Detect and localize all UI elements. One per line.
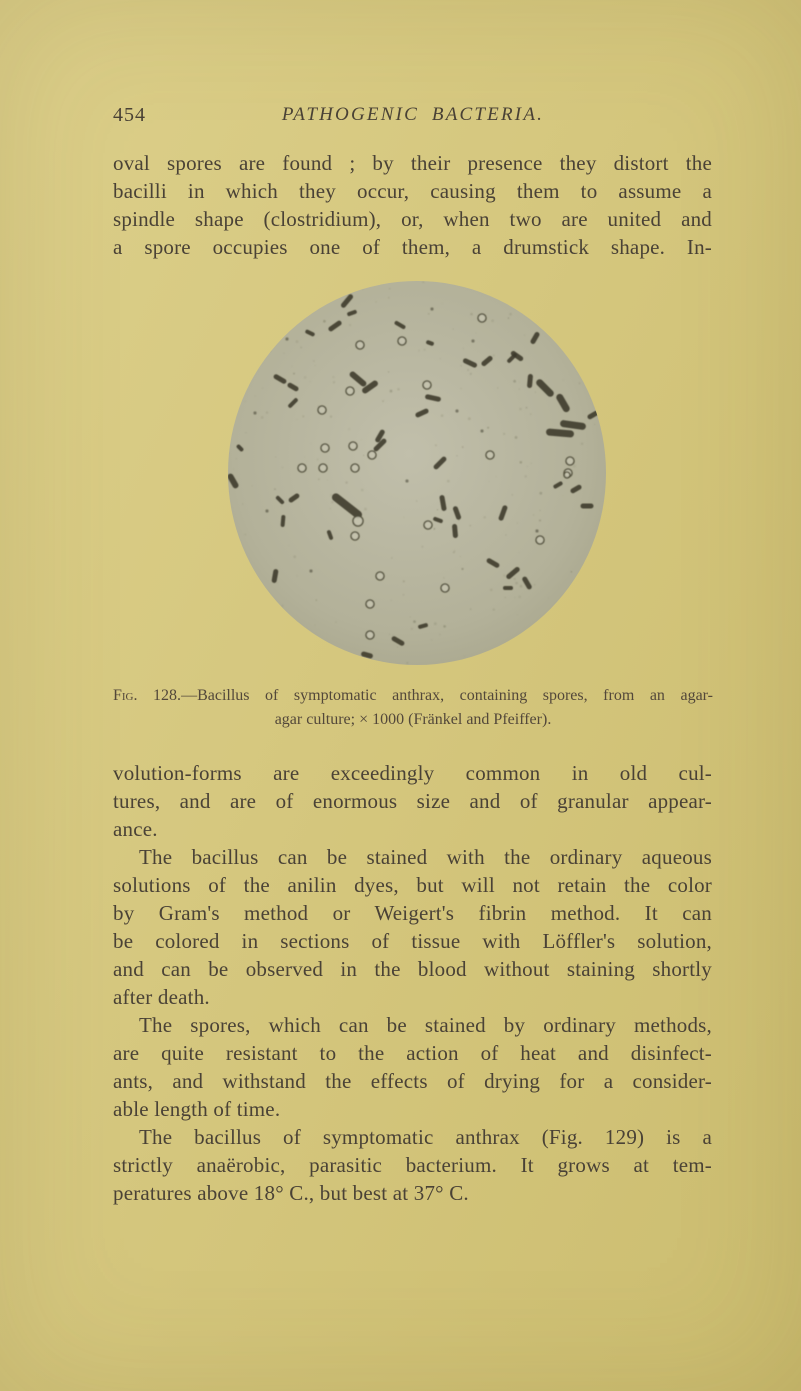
text-line: peratures above 18° C., but best at 37° C. bbox=[113, 1181, 469, 1205]
spore-ring bbox=[351, 532, 359, 540]
grain-speck bbox=[277, 305, 278, 306]
grain-speck bbox=[237, 573, 240, 576]
grain-speck bbox=[456, 455, 457, 456]
text-line: oval spores are found ; by their presence they distort the bbox=[113, 151, 712, 175]
caption-fig-label: Fig. 128. bbox=[113, 687, 182, 704]
grain-speck bbox=[523, 304, 526, 307]
text-line: solutions of the anilin dyes, but will not retain the color bbox=[113, 873, 712, 897]
grain-speck bbox=[275, 457, 276, 458]
grain-speck bbox=[497, 387, 499, 389]
text-line: ance. bbox=[113, 817, 158, 841]
grain-speck bbox=[327, 480, 328, 481]
grain-speck bbox=[382, 282, 383, 283]
text-line: able length of time. bbox=[113, 1097, 281, 1121]
grain-speck bbox=[345, 481, 348, 484]
grain-speck bbox=[493, 354, 496, 357]
grain-speck bbox=[539, 519, 541, 521]
grain-speck bbox=[390, 390, 393, 393]
grain-speck bbox=[364, 508, 367, 511]
grain-speck bbox=[388, 371, 389, 372]
grain-speck bbox=[470, 313, 473, 316]
grain-speck bbox=[548, 597, 549, 598]
spore-ring bbox=[441, 584, 449, 592]
grain-speck bbox=[335, 621, 337, 623]
grain-speck bbox=[281, 467, 283, 469]
grain-speck bbox=[524, 475, 527, 478]
grain-speck bbox=[571, 571, 573, 573]
text-line: be colored in sections of tissue with Löffler's solution, bbox=[113, 929, 712, 953]
grain-speck bbox=[330, 415, 333, 418]
grain-speck bbox=[317, 459, 319, 461]
grain-speck bbox=[247, 384, 249, 386]
grain-speck bbox=[406, 662, 408, 664]
grain-speck bbox=[418, 351, 419, 352]
spore-ring bbox=[366, 631, 374, 639]
grain-speck bbox=[516, 522, 518, 524]
grain-speck bbox=[462, 446, 464, 448]
grain-speck bbox=[281, 505, 283, 507]
grain-speck bbox=[434, 622, 437, 625]
grain-speck bbox=[581, 442, 584, 445]
grain-speck bbox=[389, 288, 391, 290]
debris-dot bbox=[480, 429, 483, 432]
grain-speck bbox=[245, 401, 247, 403]
grain-speck bbox=[464, 656, 465, 657]
spore-ring bbox=[298, 464, 306, 472]
grain-speck bbox=[534, 584, 536, 586]
grain-speck bbox=[470, 373, 472, 375]
grain-speck bbox=[263, 634, 264, 635]
grain-speck bbox=[468, 417, 471, 420]
grain-speck bbox=[435, 444, 437, 446]
debris-dot bbox=[535, 529, 538, 532]
bacillus-rod bbox=[503, 586, 513, 590]
grain-speck bbox=[397, 647, 398, 648]
grain-speck bbox=[261, 416, 264, 419]
grain-speck bbox=[509, 313, 512, 316]
grain-speck bbox=[503, 574, 506, 577]
caption-line-1-text: —Bacillus of symptomatic anthrax, containing spores, from an agar- bbox=[181, 687, 713, 704]
micrograph-svg bbox=[227, 281, 607, 666]
grain-speck bbox=[526, 407, 528, 409]
grain-speck bbox=[228, 579, 230, 581]
grain-speck bbox=[519, 408, 522, 411]
grain-speck bbox=[388, 297, 389, 298]
grain-speck bbox=[460, 556, 461, 557]
spore-ring bbox=[353, 516, 363, 526]
grain-speck bbox=[508, 317, 510, 319]
spore-ring bbox=[368, 451, 376, 459]
grain-speck bbox=[419, 350, 420, 351]
grain-speck bbox=[318, 478, 320, 480]
grain-speck bbox=[592, 590, 593, 591]
grain-speck bbox=[229, 453, 230, 454]
grain-speck bbox=[279, 640, 280, 641]
spore-ring bbox=[346, 387, 354, 395]
grain-speck bbox=[269, 349, 272, 352]
grain-speck bbox=[561, 286, 563, 288]
grain-speck bbox=[460, 365, 462, 367]
spore-ring bbox=[376, 572, 384, 580]
grain-speck bbox=[605, 433, 606, 434]
grain-speck bbox=[332, 376, 335, 379]
grain-speck bbox=[283, 352, 285, 354]
grain-speck bbox=[243, 596, 244, 597]
grain-speck bbox=[293, 373, 295, 375]
grain-speck bbox=[573, 637, 576, 640]
grain-speck bbox=[519, 388, 521, 390]
debris-dot bbox=[253, 411, 256, 414]
spore-ring bbox=[478, 314, 486, 322]
grain-speck bbox=[493, 608, 496, 611]
grain-speck bbox=[461, 568, 463, 570]
grain-speck bbox=[290, 287, 291, 288]
grain-speck bbox=[363, 455, 364, 456]
spore-ring bbox=[351, 464, 359, 472]
running-head bbox=[113, 104, 713, 134]
grain-speck bbox=[251, 485, 252, 486]
grain-speck bbox=[245, 432, 247, 434]
grain-speck bbox=[347, 662, 350, 665]
grain-speck bbox=[416, 500, 418, 502]
grain-speck bbox=[531, 658, 533, 660]
spore-ring bbox=[319, 464, 327, 472]
grain-speck bbox=[244, 533, 246, 535]
grain-speck bbox=[439, 633, 441, 635]
spore-ring bbox=[366, 600, 374, 608]
caption-line-2: agar culture; × 1000 (Fränkel and Pfeiffer). bbox=[274, 711, 552, 728]
grain-speck bbox=[293, 555, 296, 558]
grain-speck bbox=[567, 319, 568, 320]
page-number: 454 bbox=[113, 104, 146, 126]
grain-speck bbox=[314, 624, 315, 625]
grain-speck bbox=[233, 469, 234, 470]
debris-dot bbox=[405, 479, 408, 482]
grain-speck bbox=[330, 508, 331, 509]
grain-speck bbox=[270, 659, 271, 660]
text-line: The bacillus can be stained with the ordinary aqueous bbox=[139, 845, 712, 869]
grain-speck bbox=[595, 296, 596, 297]
text-line: after death. bbox=[113, 985, 210, 1009]
grain-speck bbox=[411, 628, 413, 630]
spore-ring bbox=[398, 337, 406, 345]
grain-speck bbox=[391, 557, 392, 558]
grain-speck bbox=[469, 525, 471, 527]
grain-speck bbox=[333, 381, 335, 383]
grain-speck bbox=[524, 334, 526, 336]
text-line: The bacillus of symptomatic anthrax (Fig. 129) is a bbox=[139, 1125, 712, 1149]
grain-speck bbox=[594, 424, 595, 425]
grain-speck bbox=[514, 597, 515, 598]
grain-speck bbox=[309, 381, 311, 383]
running-header: PATHOGENIC BACTERIA. bbox=[281, 104, 545, 125]
grain-speck bbox=[290, 308, 291, 309]
grain-speck bbox=[297, 419, 298, 420]
grain-speck bbox=[236, 458, 237, 459]
grain-speck bbox=[423, 348, 425, 350]
grain-speck bbox=[349, 324, 352, 327]
debris-dot bbox=[265, 509, 268, 512]
grain-speck bbox=[302, 630, 305, 633]
grain-speck bbox=[585, 597, 587, 599]
grain-speck bbox=[242, 503, 244, 505]
debris-dot bbox=[309, 569, 312, 572]
grain-speck bbox=[262, 387, 264, 389]
grain-speck bbox=[573, 465, 576, 468]
grain-speck bbox=[421, 546, 423, 548]
grain-speck bbox=[475, 332, 476, 333]
grain-speck bbox=[237, 290, 239, 292]
grain-speck bbox=[431, 639, 433, 641]
grain-speck bbox=[306, 461, 307, 462]
grain-speck bbox=[602, 574, 603, 575]
grain-speck bbox=[437, 509, 438, 510]
grain-speck bbox=[278, 660, 279, 661]
grain-speck bbox=[397, 388, 400, 391]
grain-speck bbox=[527, 466, 528, 467]
grain-speck bbox=[384, 399, 385, 400]
grain-speck bbox=[316, 600, 317, 601]
grain-speck bbox=[513, 380, 516, 383]
text-line: a spore occupies one of them, a drumstick shape. In- bbox=[113, 235, 712, 259]
grain-speck bbox=[539, 492, 542, 495]
grain-speck bbox=[239, 543, 240, 544]
spore-ring bbox=[536, 536, 544, 544]
grain-speck bbox=[362, 289, 363, 290]
grain-speck bbox=[403, 517, 404, 518]
grain-speck bbox=[573, 656, 575, 658]
grain-speck bbox=[391, 600, 392, 601]
grain-speck bbox=[288, 545, 289, 546]
grain-speck bbox=[392, 634, 394, 636]
grain-speck bbox=[304, 457, 305, 458]
grain-speck bbox=[433, 528, 435, 530]
grain-speck bbox=[443, 625, 446, 628]
spore-ring bbox=[321, 444, 329, 452]
grain-speck bbox=[230, 407, 232, 409]
grain-speck bbox=[503, 433, 505, 435]
paragraph-top bbox=[113, 149, 712, 261]
grain-speck bbox=[253, 311, 254, 312]
grain-speck bbox=[297, 575, 298, 576]
grain-speck bbox=[453, 328, 454, 329]
grain-speck bbox=[519, 381, 520, 382]
bacillus-rod bbox=[581, 504, 594, 509]
grain-speck bbox=[463, 348, 464, 349]
grain-speck bbox=[291, 365, 292, 366]
grain-speck bbox=[563, 380, 564, 381]
grain-speck bbox=[287, 634, 290, 637]
grain-speck bbox=[335, 664, 337, 666]
grain-speck bbox=[530, 413, 532, 415]
spore-ring bbox=[564, 472, 570, 478]
micrograph-figure bbox=[227, 281, 607, 666]
grain-speck bbox=[235, 596, 237, 598]
grain-speck bbox=[382, 400, 384, 402]
grain-speck bbox=[453, 550, 455, 552]
text-line: ants, and withstand the effects of drying for a consider- bbox=[113, 1069, 712, 1093]
grain-speck bbox=[447, 480, 450, 483]
debris-dot bbox=[471, 339, 474, 342]
grain-speck bbox=[428, 313, 430, 315]
text-line: volution-forms are exceedingly common in old cul- bbox=[113, 761, 712, 785]
grain-speck bbox=[496, 476, 497, 477]
grain-speck bbox=[483, 516, 486, 519]
grain-speck bbox=[505, 597, 506, 598]
grain-speck bbox=[441, 414, 444, 417]
grain-speck bbox=[376, 301, 377, 302]
grain-speck bbox=[519, 461, 522, 464]
grain-speck bbox=[513, 578, 516, 581]
grain-speck bbox=[403, 580, 405, 582]
grain-speck bbox=[276, 582, 278, 584]
grain-speck bbox=[455, 641, 456, 642]
grain-speck bbox=[274, 488, 276, 490]
figure-caption bbox=[113, 684, 713, 732]
debris-dot bbox=[455, 409, 458, 412]
grain-speck bbox=[323, 320, 326, 323]
text-line: strictly anaërobic, parasitic bacterium. It grows at tem- bbox=[113, 1153, 712, 1177]
text-line: spindle shape (clostridium), or, when two are united and bbox=[113, 207, 712, 231]
grain-speck bbox=[443, 577, 445, 579]
grain-speck bbox=[235, 357, 238, 360]
grain-speck bbox=[315, 365, 316, 366]
grain-speck bbox=[296, 340, 299, 343]
grain-speck bbox=[593, 334, 596, 337]
grain-speck bbox=[272, 327, 274, 329]
grain-speck bbox=[281, 605, 283, 607]
grain-speck bbox=[251, 642, 252, 643]
spore-ring bbox=[566, 457, 574, 465]
micrograph-circle bbox=[228, 281, 606, 665]
grain-speck bbox=[256, 626, 259, 629]
grain-speck bbox=[594, 323, 597, 326]
grain-speck bbox=[531, 463, 532, 464]
grain-speck bbox=[309, 307, 311, 309]
grain-speck bbox=[578, 382, 580, 384]
text-line: and can be observed in the blood without staining shortly bbox=[113, 957, 712, 981]
grain-speck bbox=[244, 561, 245, 562]
text-line: bacilli in which they occur, causing them to assume a bbox=[113, 179, 712, 203]
paragraph-bottom bbox=[113, 759, 712, 1207]
grain-speck bbox=[255, 395, 256, 396]
grain-speck bbox=[300, 346, 302, 348]
grain-speck bbox=[488, 481, 489, 482]
grain-speck bbox=[491, 319, 494, 322]
grain-speck bbox=[389, 634, 390, 635]
grain-speck bbox=[348, 428, 350, 430]
grain-speck bbox=[460, 388, 462, 390]
grain-speck bbox=[422, 281, 424, 283]
spore-ring bbox=[356, 341, 364, 349]
spore-ring bbox=[423, 381, 431, 389]
spore-ring bbox=[424, 521, 432, 529]
grain-speck bbox=[239, 374, 240, 375]
grain-speck bbox=[467, 369, 469, 371]
grain-speck bbox=[505, 534, 507, 536]
grain-speck bbox=[487, 427, 489, 429]
grain-speck bbox=[490, 588, 493, 591]
caption-line-1 bbox=[113, 684, 713, 708]
grain-speck bbox=[402, 594, 404, 596]
grain-speck bbox=[313, 360, 315, 362]
grain-speck bbox=[442, 303, 443, 304]
grain-speck bbox=[535, 392, 536, 393]
grain-speck bbox=[410, 616, 411, 617]
grain-speck bbox=[533, 514, 535, 516]
grain-speck bbox=[253, 652, 256, 655]
grain-speck bbox=[262, 353, 265, 356]
grain-speck bbox=[311, 443, 312, 444]
grain-speck bbox=[511, 494, 513, 496]
grain-speck bbox=[514, 663, 516, 665]
grain-speck bbox=[519, 552, 520, 553]
grain-speck bbox=[331, 501, 334, 504]
grain-speck bbox=[361, 440, 362, 441]
debris-dot bbox=[285, 337, 288, 340]
text-line: are quite resistant to the action of heat and disinfect- bbox=[113, 1041, 712, 1065]
grain-speck bbox=[515, 436, 518, 439]
grain-speck bbox=[517, 614, 518, 615]
spore-ring bbox=[318, 406, 326, 414]
spore-ring bbox=[486, 451, 494, 459]
text-line: The spores, which can be stained by ordinary methods, bbox=[139, 1013, 712, 1037]
grain-speck bbox=[598, 410, 600, 412]
grain-speck bbox=[277, 315, 279, 317]
grain-speck bbox=[361, 489, 364, 492]
grain-speck bbox=[540, 510, 541, 511]
grain-speck bbox=[520, 585, 523, 588]
grain-speck bbox=[596, 567, 598, 569]
spore-ring bbox=[349, 442, 357, 450]
grain-speck bbox=[518, 595, 521, 598]
grain-speck bbox=[230, 528, 232, 530]
grain-speck bbox=[470, 608, 472, 610]
grain-speck bbox=[562, 495, 563, 496]
grain-speck bbox=[266, 411, 269, 414]
grain-speck bbox=[594, 378, 596, 380]
grain-speck bbox=[302, 415, 304, 417]
grain-speck bbox=[515, 582, 518, 585]
grain-speck bbox=[306, 306, 308, 308]
grain-speck bbox=[440, 358, 441, 359]
text-line: by Gram's method or Weigert's fibrin method. It can bbox=[113, 901, 712, 925]
grain-speck bbox=[304, 376, 307, 379]
debris-dot bbox=[430, 307, 433, 310]
text-line: tures, and are of enormous size and of granular appear- bbox=[113, 789, 712, 813]
grain-speck bbox=[413, 620, 416, 623]
